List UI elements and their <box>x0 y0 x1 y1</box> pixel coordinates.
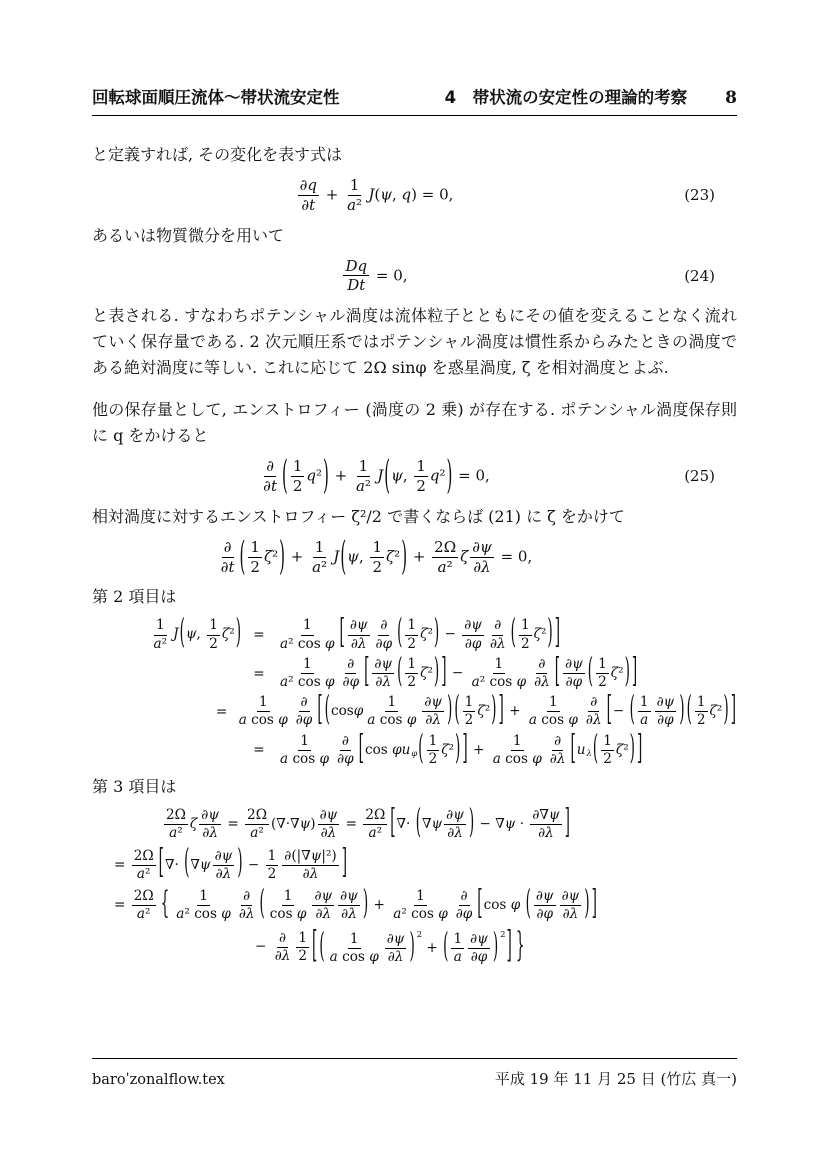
term3-line-1: $\frac{2\Omega}{\text{a²}}$ ζ $\frac{\partial\psi}{\partial\lambda}$ = $\frac{2\Omega}{\text{a²}}$ (∇·∇ψ) $\frac{\partial\psi}{\partial\lambda}$ = $\frac{2\Omega}{\text{a²}}$ [ ∇· ( ∇ψ $\frac{\partial\psi}{\partial\lambda}$ ) − ∇ψ · $\frac{\partial\nabla\psi}{\partial\lambda}$ ] <box>166 803 570 843</box>
page-footer <box>92 1058 737 1089</box>
equation-25 <box>92 451 737 499</box>
footer-filename: baroˈzonalflow.tex <box>92 1072 225 1088</box>
equation-24-number: (24) <box>684 266 715 285</box>
running-header <box>92 84 737 116</box>
term2-rhs-2: $\frac{1}{\text{a² cos φ}}$ ∂ ∂φ [ $\frac{\partial\psi}{\partial\lambda}$ ( $\frac{1}{2}$ ζ² ) ] − $\frac{1}{\text{a² cos φ}}$ ∂ ∂λ [ $\frac{\partial\psi}{\partial\varphi}$ ( $\frac{1}{2}$ ζ² ) ] <box>280 651 638 692</box>
term3-line-3: = $\frac{2\Omega}{\text{a²}}$ { $\frac{1}{\text{a² cos φ}}$ ∂ ∂λ ( $\frac{1}{\text{cos φ}}$ $\frac{\partial\psi}{\partial\lambda}$ $\frac{\partial\psi}{\partial\lambda}$ ) + $\frac{1}{\text{a² cos φ}}$ ∂ ∂φ [ cos φ ( $\frac{\partial\psi}{\partial\varphi}$ $\frac{\partial\psi}{\partial\lambda}$ ) ] <box>114 883 597 924</box>
equation-zeta-body: ∂ ∂t ( $\frac{1}{2}$ ζ² ) + $\frac{1}{\text{a²}}$ J ( ψ, $\frac{1}{2}$ ζ² ) + $\frac{2\Omega}{\text{a²}}$ ζ $\frac{\partial\psi}{\partial\lambda}$ = 0, <box>220 532 533 580</box>
header-section-title: 4 帯状流の安定性の理論的考察 <box>444 88 688 107</box>
header-page-number: 8 <box>725 88 737 108</box>
term2-lhs: $\frac{1}{\text{a²}}$ J ( ψ, $\frac{1}{2}$ ζ² ) <box>153 613 241 653</box>
term2-rhs-4: $\frac{1}{\text{a cos φ}}$ ∂ ∂φ [ $\cos \varphi u_\varphi$ ( $\frac{1}{2}$ ζ² ) ] + $\frac{1}{\text{a cos φ}}$ ∂ ∂λ [ $u_\lambda$ ( $\frac{1}{2}$ ζ² ) ] <box>280 728 643 769</box>
paragraph-material-derivative: あるいは物質微分を用いて <box>92 225 285 245</box>
derivation-term2-row4 <box>92 728 737 769</box>
equation-25-number: (25) <box>684 467 715 486</box>
term2-eq-sign: = <box>253 742 265 759</box>
equation-24 <box>92 258 737 295</box>
equation-25-body: ∂ ∂t ( $\frac{1}{2}$ q² ) + $\frac{1}{\text{a²}}$ J ( ψ, $\frac{1}{2}$ q² ) = 0, <box>263 451 490 499</box>
equation-24-body: $\frac{Dq}{Dt}$ = 0, <box>345 256 408 295</box>
paragraph-enstrophy: 他の保存量として, エンストロフィー (渦度の 2 乗) が存在する. ポテンシャル渦度保存則に q をかけると <box>92 400 737 446</box>
paragraph-second-term-label: 第 2 項目は <box>92 587 177 607</box>
paragraph-potential-vorticity: と表される. すなわちポテンシャル渦度は流体粒子とともにその値を変えることなく流れていく保存量である. 2 次元順圧系ではポテンシャル渦度は慣性系からみたときの渦度である絶対渦度に等しい. これに応じて 2Ω sinφ を惑星渦度, ζ を相対渦度とよぶ. <box>92 306 737 378</box>
equation-23-number: (23) <box>684 186 715 205</box>
paragraph-relative-enstrophy: 相対渦度に対するエンストロフィー ζ²/2 で書くならば (21) に ζ をかけて <box>92 506 625 526</box>
term2-rhs-3: $\frac{1}{\text{a cos φ}}$ ∂ ∂φ [ ( cosφ $\frac{1}{\text{a cos φ}}$ $\frac{\partial\psi}{\partial\lambda}$ ) ( $\frac{1}{2}$ ζ² ) ] + $\frac{1}{\text{a cos φ}}$ ∂ ∂λ [ − ( $\frac{1}{a}$ $\frac{\partial\psi}{\partial\varphi}$ ) ( $\frac{1}{2}$ ζ² ) ] <box>238 690 736 730</box>
derivation-term2-row2 <box>92 651 737 692</box>
term2-eq-sign: = <box>253 665 265 682</box>
term3-line-4: − ∂ ∂λ $\frac{1}{2}$ [ ( $\frac{1}{\text{a cos φ}}$ $\frac{\partial\psi}{\partial\lambda}$ ) $^2$ + ( $\frac{1}{a}$ $\frac{\partial\psi}{\partial\varphi}$ ) $^2$ ] } <box>255 923 525 967</box>
term2-eq-sign: = <box>215 703 228 720</box>
footer-date: 平成 19 年 11 月 25 日 (竹広 真一) <box>494 1070 737 1088</box>
derivation-term2 <box>92 613 737 769</box>
term3-line-2: = $\frac{2\Omega}{\text{a²}}$ [ ∇· ( ∇ψ $\frac{\partial\psi}{\partial\lambda}$ ) − $\frac{1}{2}$ $\frac{\text{∂(|∇ψ|²)}}{\partial\lambda}$ ] <box>114 843 348 884</box>
paragraph-definition-intro: と定義すれば, その変化を表す式は <box>92 145 343 164</box>
derivation-term2-row1 <box>92 613 737 653</box>
equation-23 <box>92 177 737 214</box>
paragraph-third-term-label: 第 3 項目は <box>92 777 177 797</box>
term2-eq-sign: = <box>253 627 265 644</box>
equation-23-body: $\frac{\partial q}{\partial t}$ + $\frac{1}{\text{a²}}$ J(ψ, q) = 0, <box>299 176 454 214</box>
derivation-term3 <box>92 803 737 967</box>
header-left-title: 回転球面順圧流体〜帯状流安定性 <box>92 88 340 107</box>
term2-rhs-1: $\frac{1}{\text{a² cos φ}}$ [ $\frac{\partial\psi}{\partial\lambda}$ ∂ ∂φ ( $\frac{1}{2}$ ζ² ) − $\frac{\partial\psi}{\partial\varphi}$ ∂ ∂λ ( $\frac{1}{2}$ ζ² ) ] <box>280 613 561 653</box>
derivation-term2-row3 <box>92 690 737 730</box>
equation-zeta-enstrophy <box>92 532 737 580</box>
